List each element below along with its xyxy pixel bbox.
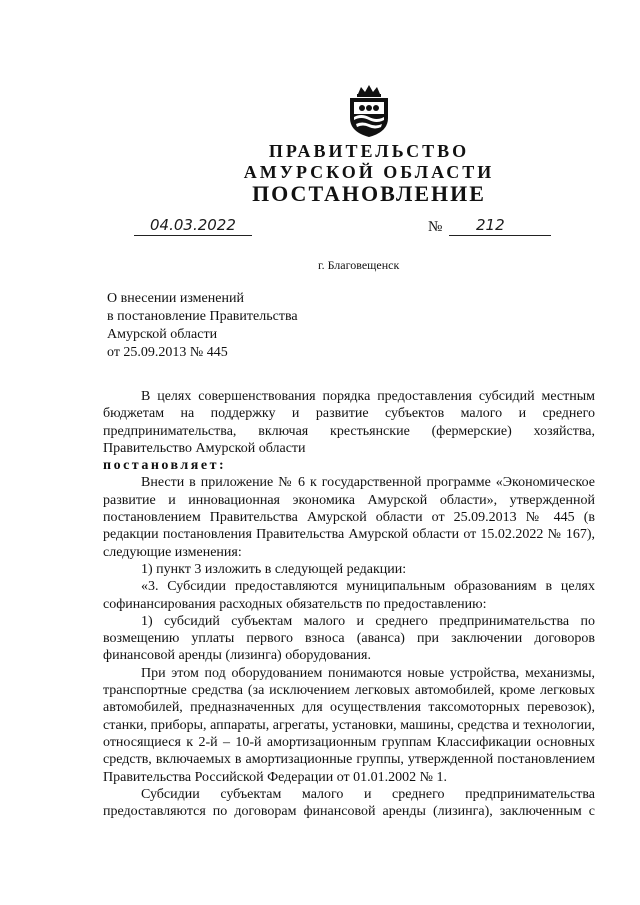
subject-line: от 25.09.2013 № 445 bbox=[107, 345, 228, 360]
paragraph-amendments: Внести в приложение № 6 к государственной программе «Экономическое развитие и инновационная экономика Амурской области», утвержденной постановлением Правительства Амурской области от 25.09.2013 № 445 (в редакции постановления Правительства Амурской области от 15.02.2022 № 167), следующие изменения: bbox=[103, 475, 595, 560]
government-title-line1: ПРАВИТЕЛЬСТВО bbox=[268, 141, 470, 161]
number-sign: № bbox=[428, 219, 443, 235]
document-number: 212 bbox=[476, 216, 505, 234]
document-body bbox=[103, 388, 595, 820]
paragraph-subsidies: «3. Субсидии предоставляются муниципальным образованиям в целях софинансирования расходных обязательств по предоставлению: bbox=[103, 579, 595, 612]
paragraph-subsidies-contracts: Субсидии субъектам малого и среднего предпринимательства предоставляются по договорам финансовой аренды (лизинга), заключенным с bbox=[103, 786, 595, 820]
paragraph-point-3: 1) пункт 3 изложить в следующей редакции: bbox=[141, 561, 407, 577]
subject-line: в постановление Правительства bbox=[107, 309, 298, 324]
paragraph-equipment: При этом под оборудованием понимаются новые устройства, механизмы, транспортные средства (за исключением легковых автомобилей, кроме легковых автомобилей, предназначенных для осуществления таксомоторных перевозок), станки, приборы, аппараты, агрегаты, установки, машины, средства и технологии, относящиеся к 2-й – 10-й амортизационным группам Классификации основных средств, включаемых в амортизационные группы, утвержденной постановлением Правительства Российской Федерации от 01.01.2002 № 1. bbox=[103, 665, 595, 785]
document-subject bbox=[107, 290, 298, 362]
intro-paragraph: В целях совершенствования порядка предоставления субсидий местным бюджетам на поддержку и развитие субъектов малого и среднего предпринимательства, включая крестьянские (фермерские) хозяйства, Правительство Амурской области bbox=[103, 389, 595, 456]
number-underline bbox=[449, 235, 551, 236]
document-date: 04.03.2022 bbox=[150, 216, 236, 234]
amur-coat-of-arms-icon bbox=[346, 84, 392, 138]
paragraph-leasing: 1) субсидий субъектам малого и среднего предпринимательства по возмещению уплаты первого взноса (аванса) при заключении договоров финансовой аренды (лизинга) оборудования. bbox=[103, 613, 595, 664]
decides-label: постановляет: bbox=[103, 458, 227, 474]
subject-line: Амурской области bbox=[107, 327, 218, 342]
government-title-line2: АМУРСКОЙ ОБЛАСТИ bbox=[243, 162, 495, 182]
date-underline bbox=[134, 235, 252, 236]
city-label: г. Благовещенск bbox=[318, 258, 400, 272]
subject-line: О внесении изменений bbox=[107, 291, 244, 306]
document-type-title: ПОСТАНОВЛЕНИЕ bbox=[252, 181, 486, 206]
